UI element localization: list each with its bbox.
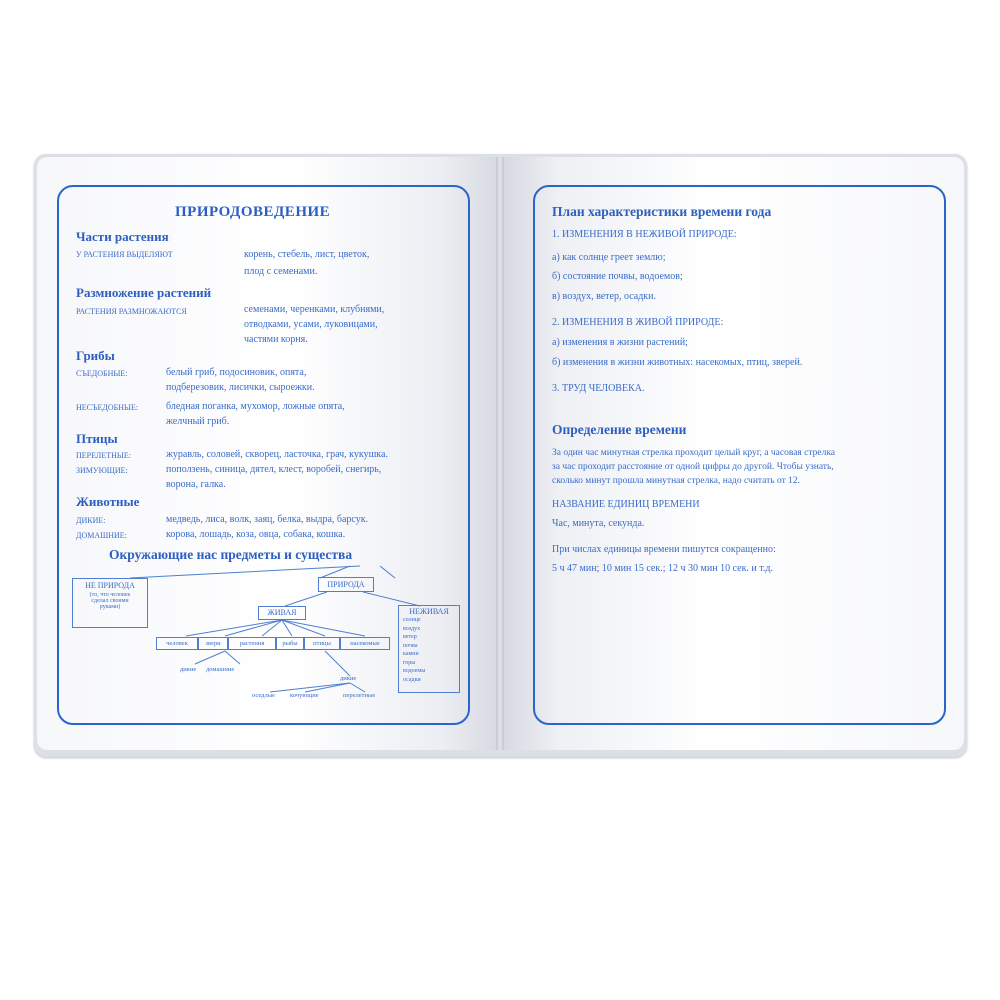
not-nature-note2: сделал своими xyxy=(91,598,129,604)
nonliving-item: солнце xyxy=(403,617,421,623)
plant-parts-line2: плод с семенами. xyxy=(244,266,318,277)
reproduction-heading: Размножение растений xyxy=(76,285,212,300)
nonliving-item: водоемы xyxy=(403,668,426,674)
beast-type: домашние xyxy=(206,666,235,673)
reproduction-line2: отводками, усами, луковицами, xyxy=(244,319,378,330)
living-item-box xyxy=(304,637,340,650)
inedible-label: НЕСЪЕДОБНЫЕ: xyxy=(76,403,139,412)
nature-box xyxy=(318,577,374,592)
living-item-box xyxy=(340,637,390,650)
living-label: ЖИВАЯ xyxy=(267,608,297,617)
season-item-2: 2. ИЗМЕНЕНИЯ В ЖИВОЙ ПРИРОДЕ: xyxy=(552,317,724,328)
season-item-2a: а) изменения в жизни растений; xyxy=(552,337,688,348)
reproduction-line3: частями корня. xyxy=(244,334,308,345)
inedible-line1: бледная поганка, мухомор, ложные опята, xyxy=(166,401,345,412)
domestic-line: корова, лошадь, коза, овца, собака, кошка. xyxy=(166,529,346,540)
time-abbr-line: При числах единицы времени пишутся сокращенно: xyxy=(552,544,776,555)
nonliving-item: почва xyxy=(403,642,418,649)
time-paragraph-2: за час проходит расстояние от одной цифры до другой. Чтобы узнать, xyxy=(552,462,834,472)
bird-type: оседлые xyxy=(252,692,275,699)
mushrooms-heading: Грибы xyxy=(76,348,115,363)
season-item-3: 3. ТРУД ЧЕЛОВЕКА. xyxy=(552,383,645,394)
plant-parts-line1: корень, стебель, лист, цветок, xyxy=(244,249,370,260)
living-item-box xyxy=(276,637,304,650)
living-box xyxy=(258,606,306,620)
edible-line1: белый гриб, подосиновик, опята, xyxy=(166,367,307,378)
nonliving-item: осадки xyxy=(403,676,421,683)
plant-parts-heading: Части растения xyxy=(76,229,169,244)
bird-type: перелетные xyxy=(343,692,376,699)
not-nature-label: НЕ ПРИРОДА xyxy=(85,581,135,590)
season-item-1: 1. ИЗМЕНЕНИЯ В НЕЖИВОЙ ПРИРОДЕ: xyxy=(552,229,737,240)
wild-birds-label: дикие xyxy=(340,675,357,682)
birds-heading: Птицы xyxy=(76,431,118,446)
living-item-box xyxy=(156,637,198,650)
season-plan-heading: План характеристики времени года xyxy=(552,204,772,219)
beast-type: дикие xyxy=(180,666,197,673)
time-units-line: Час, минута, секунда. xyxy=(552,518,645,529)
living-item: растения xyxy=(239,640,265,647)
wintering-line2: ворона, галка. xyxy=(166,479,226,490)
nonliving-box xyxy=(398,605,460,693)
living-item: насекомые xyxy=(350,640,380,647)
time-example-line: 5 ч 47 мин; 10 мин 15 сек.; 12 ч 30 мин 10 сек. и т.д. xyxy=(552,563,773,574)
time-units-heading: НАЗВАНИЕ ЕДИНИЦ ВРЕМЕНИ xyxy=(552,499,700,510)
wintering-line1: поползень, синица, дятел, клест, воробей, снегирь, xyxy=(166,464,382,475)
inedible-line2: желчный гриб. xyxy=(166,416,230,427)
season-item-1b: б) состояние почвы, водоемов; xyxy=(552,271,683,282)
reproduction-label: РАСТЕНИЯ РАЗМНОЖАЮТСЯ xyxy=(76,307,187,316)
not-nature-note3: руками) xyxy=(99,604,121,610)
migratory-line: журавль, соловей, скворец, ласточка, грач, кукушка. xyxy=(166,449,388,460)
living-item: рыбы xyxy=(282,640,298,647)
bird-type: кочующие xyxy=(290,692,319,699)
nonliving-label: НЕЖИВАЯ xyxy=(409,607,449,616)
wild-label: ДИКИЕ: xyxy=(76,516,106,525)
nature-label: ПРИРОДА xyxy=(327,580,365,589)
living-item: звери xyxy=(205,640,221,647)
wild-line: медведь, лиса, волк, заяц, белка, выдра, барсук. xyxy=(166,514,369,525)
edible-label: СЪЕДОБНЫЕ: xyxy=(76,369,128,378)
nonliving-item: камни xyxy=(403,651,419,657)
not-nature-box xyxy=(72,578,148,628)
living-item-box xyxy=(228,637,276,650)
edible-line2: подберезовик, лисички, сыроежки. xyxy=(166,382,315,393)
living-item-box xyxy=(198,637,228,650)
living-item: человек xyxy=(166,640,188,647)
living-item: птицы xyxy=(313,640,331,647)
animals-heading: Животные xyxy=(76,494,140,509)
nonliving-item: горы xyxy=(403,659,416,666)
migratory-label: ПЕРЕЛЕТНЫЕ: xyxy=(76,451,131,460)
time-paragraph-1: За один час минутная стрелка проходит целый круг, а часовая стрелка xyxy=(552,448,836,458)
reproduction-line1: семенами, черенками, клубнями, xyxy=(244,304,385,315)
season-item-1c: в) воздух, ветер, осадки. xyxy=(552,291,657,302)
time-heading: Определение времени xyxy=(552,422,687,437)
season-item-1a: а) как солнце греет землю; xyxy=(552,252,666,263)
page-title: ПРИРОДОВЕДЕНИЕ xyxy=(175,204,331,220)
diagram-heading: Окружающие нас предметы и существа xyxy=(109,547,353,562)
not-nature-note1: (то, что человек xyxy=(89,592,131,598)
wintering-label: ЗИМУЮЩИЕ: xyxy=(76,466,128,475)
nonliving-item: воздух xyxy=(403,625,421,632)
nonliving-item: ветер xyxy=(403,634,417,640)
plant-parts-label: У РАСТЕНИЯ ВЫДЕЛЯЮТ xyxy=(76,250,173,259)
season-item-2b: б) изменения в жизни животных: насекомых, птиц, зверей. xyxy=(552,357,803,368)
domestic-label: ДОМАШНИЕ: xyxy=(76,531,127,540)
time-paragraph-3: сколько минут прошла минутная стрелка, надо считать от 12. xyxy=(552,476,801,486)
